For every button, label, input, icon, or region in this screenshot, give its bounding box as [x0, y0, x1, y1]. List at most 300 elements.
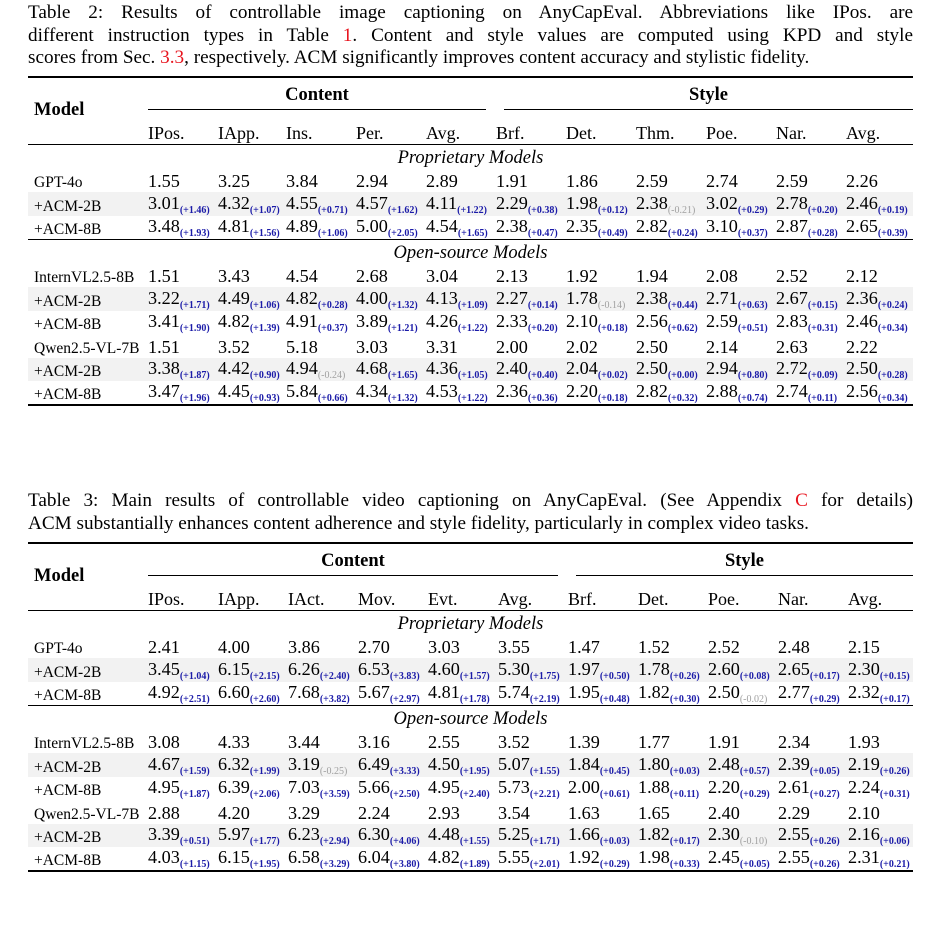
score-delta: (+1.07) — [249, 204, 280, 216]
score-cell — [288, 753, 358, 777]
score-cell — [638, 682, 708, 706]
score-cell — [218, 777, 288, 801]
score-cell — [776, 311, 846, 335]
score-value: 2.38 — [496, 215, 528, 236]
score-delta: (+0.47) — [527, 227, 558, 239]
score-delta: (+0.26) — [809, 836, 840, 847]
score-delta: (+1.93) — [179, 227, 210, 239]
caption-reference-link[interactable]: C — [795, 490, 808, 511]
score-cell — [356, 264, 426, 288]
score-value: 2.36 — [846, 287, 878, 308]
score-value: 4.89 — [286, 215, 318, 236]
table-row — [28, 682, 913, 706]
score-cell — [848, 753, 913, 777]
score-value: 3.45 — [148, 658, 180, 679]
score-cell — [428, 682, 498, 706]
score-value: 4.13 — [426, 287, 458, 308]
score-value: 3.22 — [148, 287, 180, 308]
score-cell — [846, 334, 913, 358]
score-value: 5.97 — [218, 824, 250, 844]
score-value: 6.15 — [218, 847, 250, 867]
score-cell — [218, 358, 286, 382]
score-value: 5.73 — [498, 777, 530, 797]
score-cell — [566, 381, 636, 405]
score-delta: (+1.22) — [457, 204, 488, 216]
score-cell — [706, 358, 776, 382]
score-cell — [636, 287, 706, 311]
score-value: 2.41 — [148, 637, 180, 657]
section-title: Open-source Models — [393, 708, 548, 729]
score-value: 4.36 — [426, 358, 458, 378]
score-cell — [148, 847, 218, 871]
score-value: 3.02 — [706, 192, 738, 213]
table-row — [28, 635, 913, 659]
score-cell — [638, 635, 708, 659]
table3-caption — [28, 490, 913, 535]
score-delta: (+0.29) — [599, 859, 630, 870]
score-cell — [636, 192, 706, 216]
score-delta: (+1.96) — [179, 393, 210, 404]
score-value: 2.74 — [706, 171, 738, 191]
score-value: 2.61 — [778, 777, 810, 797]
score-delta: (+1.71) — [179, 299, 210, 311]
model-name: InternVL2.5-8B — [34, 269, 135, 286]
score-value: 1.65 — [638, 802, 670, 823]
score-delta: (+1.65) — [387, 370, 418, 381]
score-cell — [778, 824, 848, 848]
score-cell — [218, 847, 288, 871]
score-cell — [568, 777, 638, 801]
score-value: 2.70 — [358, 637, 390, 657]
score-cell — [566, 192, 636, 216]
score-cell — [778, 753, 848, 777]
model-column-header: Model — [34, 100, 85, 121]
score-value: 3.31 — [426, 336, 458, 357]
score-delta: (+3.59) — [319, 789, 350, 800]
score-cell — [288, 635, 358, 659]
score-delta: (+1.32) — [387, 299, 418, 311]
score-delta: (+0.74) — [737, 393, 768, 404]
score-value: 2.22 — [846, 336, 878, 357]
score-cell — [848, 730, 913, 754]
score-value: 1.88 — [638, 777, 670, 797]
score-value: 2.50 — [636, 336, 668, 357]
score-delta: (+0.14) — [527, 299, 558, 311]
model-name: +ACM-8B — [34, 686, 102, 704]
model-name: +ACM-2B — [28, 753, 148, 777]
score-value: 3.19 — [288, 753, 320, 774]
score-cell — [706, 216, 776, 240]
score-delta: (-0.02) — [739, 693, 768, 705]
column-header: IApp. — [218, 588, 260, 609]
score-delta: (+0.20) — [807, 204, 838, 216]
score-cell — [846, 264, 913, 288]
score-cell — [218, 381, 286, 405]
score-value: 1.78 — [638, 658, 670, 679]
score-cell — [148, 358, 218, 382]
score-value: 2.08 — [706, 266, 738, 286]
column-header: IAct. — [288, 588, 325, 609]
score-value: 4.03 — [148, 847, 180, 867]
score-value: 1.95 — [568, 681, 600, 702]
score-value: 1.80 — [638, 753, 670, 774]
score-value: 7.68 — [288, 681, 320, 702]
score-cell — [708, 847, 778, 871]
caption-text: Table 2: Results of controllable image captioning on AnyCapEval. Abbreviations like IPos. are — [28, 2, 913, 23]
score-value: 2.52 — [708, 637, 740, 657]
score-delta: (+0.38) — [527, 204, 558, 216]
score-cell — [218, 216, 286, 240]
score-value: 2.55 — [428, 732, 460, 752]
score-delta: (+1.56) — [249, 227, 280, 239]
score-delta: (+0.51) — [179, 836, 210, 847]
score-value: 2.02 — [566, 336, 598, 357]
score-value: 4.60 — [428, 658, 460, 679]
score-value: 4.91 — [286, 311, 318, 331]
score-value: 6.04 — [358, 847, 390, 867]
score-delta: (+0.40) — [527, 370, 558, 381]
score-delta: (+4.06) — [389, 836, 420, 847]
score-cell — [148, 800, 218, 824]
score-value: 1.51 — [148, 266, 180, 286]
score-cell — [636, 216, 706, 240]
score-value: 3.41 — [148, 311, 180, 331]
score-cell — [496, 216, 566, 240]
score-cell — [708, 658, 778, 682]
score-delta: (+0.05) — [809, 765, 840, 777]
score-value: 4.00 — [218, 637, 250, 657]
score-cell — [846, 216, 913, 240]
score-delta: (+1.75) — [529, 670, 560, 682]
score-delta: (+0.26) — [809, 859, 840, 870]
score-delta: (+2.50) — [389, 789, 420, 800]
score-delta: (+0.05) — [739, 859, 770, 870]
score-cell — [706, 381, 776, 405]
score-delta: (+1.71) — [529, 836, 560, 847]
score-delta: (+0.66) — [317, 393, 348, 404]
score-value: 2.34 — [778, 732, 810, 752]
score-delta: (+0.15) — [879, 670, 910, 682]
section-title: Open-source Models — [393, 242, 548, 263]
score-value: 2.50 — [846, 358, 878, 378]
model-name: +ACM-2B — [28, 658, 148, 682]
score-cell — [358, 658, 428, 682]
score-value: 6.60 — [218, 681, 250, 702]
score-cell — [776, 264, 846, 288]
table-row — [28, 287, 913, 311]
score-value: 4.45 — [218, 381, 250, 401]
score-delta: (+1.21) — [387, 323, 418, 334]
score-delta: (+1.32) — [387, 393, 418, 404]
score-value: 1.91 — [708, 732, 740, 752]
score-delta: (+2.51) — [179, 693, 210, 705]
score-value: 2.46 — [846, 192, 878, 213]
score-delta: (+1.09) — [457, 299, 488, 311]
score-cell — [636, 381, 706, 405]
score-delta: (+2.40) — [459, 789, 490, 800]
model-name: GPT-4o — [34, 640, 83, 657]
score-value: 3.52 — [218, 336, 250, 357]
score-cell — [498, 777, 568, 801]
score-cell — [778, 800, 848, 824]
column-header: Det. — [638, 588, 669, 609]
score-delta: (+1.15) — [179, 859, 210, 870]
score-cell — [218, 824, 288, 848]
table-row — [28, 777, 913, 801]
score-value: 6.23 — [288, 824, 320, 844]
score-value: 1.39 — [568, 732, 600, 752]
score-cell — [148, 381, 218, 405]
score-value: 2.36 — [496, 381, 528, 401]
score-value: 1.98 — [566, 192, 598, 213]
score-value: 1.98 — [638, 847, 670, 867]
score-delta: (+2.06) — [249, 789, 280, 800]
score-cell — [218, 169, 286, 193]
score-delta: (-0.25) — [319, 765, 348, 777]
column-header: Avg. — [426, 122, 461, 143]
score-cell — [428, 847, 498, 871]
score-value: 1.82 — [638, 824, 670, 844]
column-header: Nar. — [778, 588, 809, 609]
score-value: 1.82 — [638, 681, 670, 702]
score-delta: (+0.29) — [809, 693, 840, 705]
score-cell — [776, 169, 846, 193]
score-delta: (+0.20) — [527, 323, 558, 334]
score-value: 4.82 — [218, 311, 250, 331]
score-delta: (+0.09) — [807, 370, 838, 381]
score-cell — [426, 264, 496, 288]
table-row — [28, 800, 913, 824]
score-cell — [636, 169, 706, 193]
score-value: 2.27 — [496, 287, 528, 308]
table-row — [28, 847, 913, 871]
score-cell — [286, 169, 356, 193]
score-delta: (+0.26) — [879, 765, 910, 777]
score-value: 7.03 — [288, 777, 320, 797]
table-row — [28, 753, 913, 777]
score-cell — [496, 311, 566, 335]
score-cell — [706, 334, 776, 358]
score-cell — [708, 800, 778, 824]
score-cell — [708, 777, 778, 801]
score-delta: (+3.82) — [319, 693, 350, 705]
score-cell — [638, 800, 708, 824]
score-cell — [286, 311, 356, 335]
score-value: 3.10 — [706, 215, 738, 236]
score-cell — [566, 311, 636, 335]
score-cell — [358, 847, 428, 871]
score-cell — [286, 334, 356, 358]
score-cell — [778, 635, 848, 659]
score-cell — [846, 381, 913, 405]
score-delta: (+0.37) — [737, 227, 768, 239]
score-value: 2.94 — [356, 171, 388, 191]
score-value: 2.71 — [706, 287, 738, 308]
score-delta: (+0.57) — [739, 765, 770, 777]
score-delta: (+0.17) — [669, 836, 700, 847]
score-value: 4.67 — [148, 753, 180, 774]
score-cell — [566, 216, 636, 240]
column-header: Thm. — [636, 122, 675, 143]
score-cell — [426, 169, 496, 193]
score-value: 6.49 — [358, 753, 390, 774]
score-value: 3.54 — [498, 802, 530, 823]
score-value: 2.13 — [496, 266, 528, 286]
score-delta: (+1.78) — [459, 693, 490, 705]
score-cell — [426, 287, 496, 311]
score-delta: (+1.22) — [457, 393, 488, 404]
score-cell — [498, 635, 568, 659]
score-value: 2.10 — [848, 802, 880, 823]
score-value: 2.10 — [566, 311, 598, 331]
model-name: +ACM-8B — [34, 386, 102, 403]
score-cell — [848, 635, 913, 659]
score-delta: (+1.90) — [179, 323, 210, 334]
score-delta: (+1.99) — [249, 765, 280, 777]
score-delta: (+0.17) — [879, 693, 910, 705]
score-value: 2.24 — [358, 802, 390, 823]
column-header: Nar. — [776, 122, 807, 143]
score-value: 4.55 — [286, 192, 318, 213]
score-value: 1.63 — [568, 802, 600, 823]
column-header: Avg. — [848, 588, 883, 609]
score-cell — [638, 847, 708, 871]
score-cell — [218, 658, 288, 682]
score-value: 2.33 — [496, 311, 528, 331]
score-value: 4.94 — [286, 358, 318, 378]
score-delta: (+0.30) — [669, 693, 700, 705]
score-cell — [496, 381, 566, 405]
content-group-header: Content — [148, 78, 496, 110]
score-cell — [496, 358, 566, 382]
model-name: GPT-4o — [34, 174, 83, 191]
score-value: 2.45 — [708, 847, 740, 867]
score-cell — [148, 169, 218, 193]
score-cell — [428, 658, 498, 682]
score-cell — [638, 824, 708, 848]
score-value: 4.26 — [426, 311, 458, 331]
score-value: 4.68 — [356, 358, 388, 378]
score-cell — [356, 216, 426, 240]
column-header: Ins. — [286, 122, 313, 143]
score-cell — [358, 682, 428, 706]
caption-reference-link[interactable]: 1 — [342, 24, 353, 46]
score-value: 2.59 — [636, 171, 668, 191]
score-value: 1.92 — [568, 847, 600, 867]
score-value: 2.48 — [708, 753, 740, 774]
table-row — [28, 658, 913, 682]
score-value: 1.51 — [148, 336, 180, 357]
score-delta: (+1.77) — [249, 836, 280, 847]
score-cell — [148, 216, 218, 240]
score-cell — [846, 192, 913, 216]
column-header: Mov. — [358, 588, 396, 609]
score-delta: (+3.83) — [389, 670, 420, 682]
score-value: 2.15 — [848, 637, 880, 657]
score-value: 3.38 — [148, 358, 180, 378]
table-row — [28, 264, 913, 288]
section-title: Proprietary Models — [397, 613, 544, 634]
column-header: Brf. — [496, 122, 525, 143]
score-cell — [356, 169, 426, 193]
caption-text: . Content and style values are computed using KPD and style — [352, 24, 913, 46]
score-value: 4.81 — [428, 681, 460, 702]
score-value: 4.48 — [428, 824, 460, 844]
caption-text: Table 3: Main results of controllable video captioning on AnyCapEval. (See Appendix — [28, 490, 796, 511]
score-cell — [638, 730, 708, 754]
score-cell — [426, 311, 496, 335]
score-delta: (+2.21) — [529, 789, 560, 800]
column-header: Per. — [356, 122, 384, 143]
score-cell — [428, 635, 498, 659]
model-name: +ACM-8B — [34, 782, 102, 799]
score-cell — [498, 800, 568, 824]
section-title: Proprietary Models — [397, 147, 544, 168]
score-value: 2.83 — [776, 311, 808, 331]
style-group-header: Style — [496, 78, 913, 110]
score-delta: (+2.05) — [387, 227, 418, 239]
score-delta: (+0.02) — [597, 370, 628, 381]
caption-text: , respectively. ACM significantly improves content accuracy and stylistic fidelity. — [184, 47, 810, 68]
score-delta: (+2.94) — [319, 836, 350, 847]
table2 — [28, 76, 913, 406]
score-cell — [288, 824, 358, 848]
score-value: 4.32 — [218, 192, 250, 213]
score-value: 1.52 — [638, 637, 670, 657]
score-cell — [288, 658, 358, 682]
model-name: +ACM-8B — [34, 852, 102, 869]
score-value: 2.65 — [846, 215, 878, 236]
score-value: 2.55 — [778, 824, 810, 844]
score-value: 2.29 — [778, 802, 810, 823]
score-cell — [566, 358, 636, 382]
score-cell — [708, 824, 778, 848]
model-column-header: Model — [34, 566, 85, 587]
score-cell — [568, 658, 638, 682]
score-value: 5.07 — [498, 753, 530, 774]
score-cell — [286, 381, 356, 405]
column-header: Brf. — [568, 588, 597, 609]
score-cell — [568, 682, 638, 706]
score-cell — [428, 800, 498, 824]
score-cell — [636, 358, 706, 382]
table-row — [28, 311, 913, 335]
score-cell — [426, 192, 496, 216]
score-value: 5.66 — [358, 777, 390, 797]
score-value: 4.20 — [218, 802, 250, 823]
score-delta: (+0.31) — [807, 323, 838, 334]
score-value: 4.92 — [148, 681, 180, 702]
score-value: 2.12 — [846, 266, 878, 286]
score-cell — [776, 216, 846, 240]
score-cell — [566, 264, 636, 288]
score-delta: (+0.03) — [669, 765, 700, 777]
score-delta: (+2.60) — [249, 693, 280, 705]
caption-reference-link[interactable]: 3.3 — [160, 47, 185, 68]
score-cell — [846, 287, 913, 311]
score-delta: (+1.06) — [249, 299, 280, 311]
column-header: IPos. — [148, 588, 185, 609]
score-cell — [356, 334, 426, 358]
score-delta: (+0.12) — [597, 204, 628, 216]
score-value: 3.08 — [148, 732, 180, 752]
table-row — [28, 381, 913, 405]
score-delta: (+1.46) — [179, 204, 210, 216]
score-value: 2.52 — [776, 266, 808, 286]
score-value: 4.82 — [428, 847, 460, 867]
score-value: 5.25 — [498, 824, 530, 844]
table-row — [28, 192, 913, 216]
